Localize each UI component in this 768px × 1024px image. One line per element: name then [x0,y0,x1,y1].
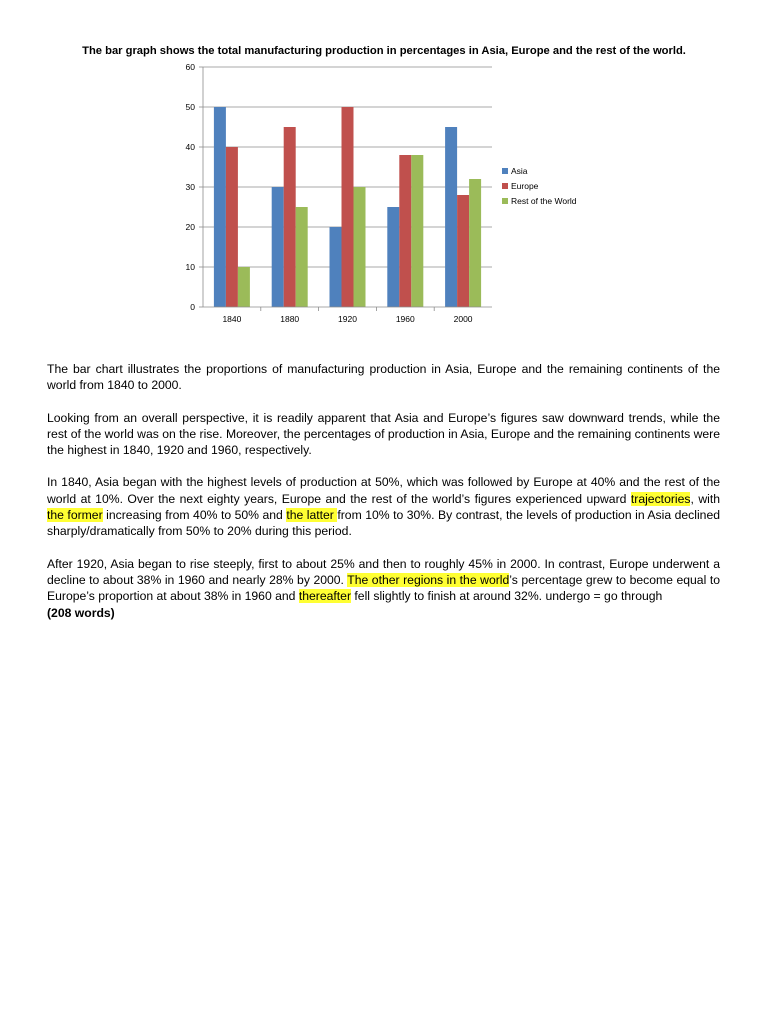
x-tick-label: 2000 [453,314,473,324]
y-tick-label: 30 [185,182,195,192]
y-tick-label: 0 [190,302,195,312]
bar-rest-of-the-world-1880 [296,207,308,307]
paragraph-intro: The bar chart illustrates the proportions of manufacturing production in Asia, Europe and the remaining continents of the world from 1840 to 2000. [47,362,720,393]
y-tick-label: 50 [185,102,195,112]
highlight-other-regions: The other regions in the world [347,572,510,587]
bar-europe-1920 [342,107,354,307]
x-tick-label: 1960 [395,314,415,324]
legend-swatch [502,198,508,204]
chart-heading: The bar graph shows the total manufacturing production in percentages in Asia, Europe and the rest of the world. [82,45,686,57]
highlight-thereafter: thereafter [298,589,352,604]
x-tick-label: 1920 [338,314,357,324]
y-tick-label: 20 [185,222,195,232]
bar-rest-of-the-world-1840 [238,267,250,307]
chart-legend [502,166,577,206]
text-segment: increasing from 40% to 50% and [102,508,287,523]
paragraph-body-2 [47,556,720,605]
text-segment: After 1920, Asia began to rise steeply, first to about 25% and then to roughly 45% in 2000. In contrast, Europe underwent a decline to about 38% in 1960 and nearly 28% by 2000. [47,556,720,587]
y-tick-label: 60 [185,62,195,72]
text-segment: ’s percentage grew to become equal to Europe’s proportion at about 38% in 1960 and [47,572,720,604]
x-tick-label: 1880 [280,314,300,324]
bar-europe-1880 [284,127,296,307]
legend-label: Rest of the World [511,196,577,206]
text-segment: fell slightly to finish at around 32%. undergo = go through [351,589,663,604]
legend-label: Europe [511,181,539,191]
chart-bars [214,107,481,307]
bar-europe-1840 [226,147,238,307]
bar-asia-2000 [445,127,457,307]
bar-asia-1920 [330,227,342,307]
legend-swatch [502,183,508,189]
highlight-the-latter: the latter [286,508,338,523]
bar-rest-of-the-world-2000 [469,179,481,307]
y-tick-label: 10 [185,262,195,272]
x-tick-label: 1840 [222,314,242,324]
text-segment: , with [690,491,720,506]
paragraph-overview: Looking from an overall perspective, it is readily apparent that Asia and Europe’s figures saw downward trends, while the rest of the world was on the rise. Moreover, the percentages of production in Asia, Europe and the remaining continents were the highest in 1840, 1920 and 1960, respectively. [47,410,720,458]
bar-asia-1880 [272,187,284,307]
bar-asia-1960 [387,207,399,307]
highlight-trajectories: trajectories [630,491,691,506]
highlight-the-former: the former [47,508,103,523]
bar-chart [170,60,600,330]
text-segment: In 1840, Asia began with the highest levels of production at 50%, which was followed by Europe at 40% and the rest of the world at 10%. Over the next eighty years, Europe and the rest of the world’s figures experienced upward [47,475,720,506]
bar-europe-2000 [457,195,469,307]
text-segment: from 10% to 30%. By contrast, the levels of production in Asia declined sharply/dramatically from 50% to 20% during this period. [47,508,721,539]
bar-rest-of-the-world-1960 [411,155,423,307]
legend-swatch [502,168,508,174]
bar-europe-1960 [399,155,411,307]
bar-rest-of-the-world-1920 [354,187,366,307]
essay-text [47,361,720,637]
paragraph-body-1 [47,474,720,539]
legend-label: Asia [511,166,528,176]
y-tick-label: 40 [185,142,195,152]
word-count: (208 words) [47,605,115,620]
bar-asia-1840 [214,107,226,307]
